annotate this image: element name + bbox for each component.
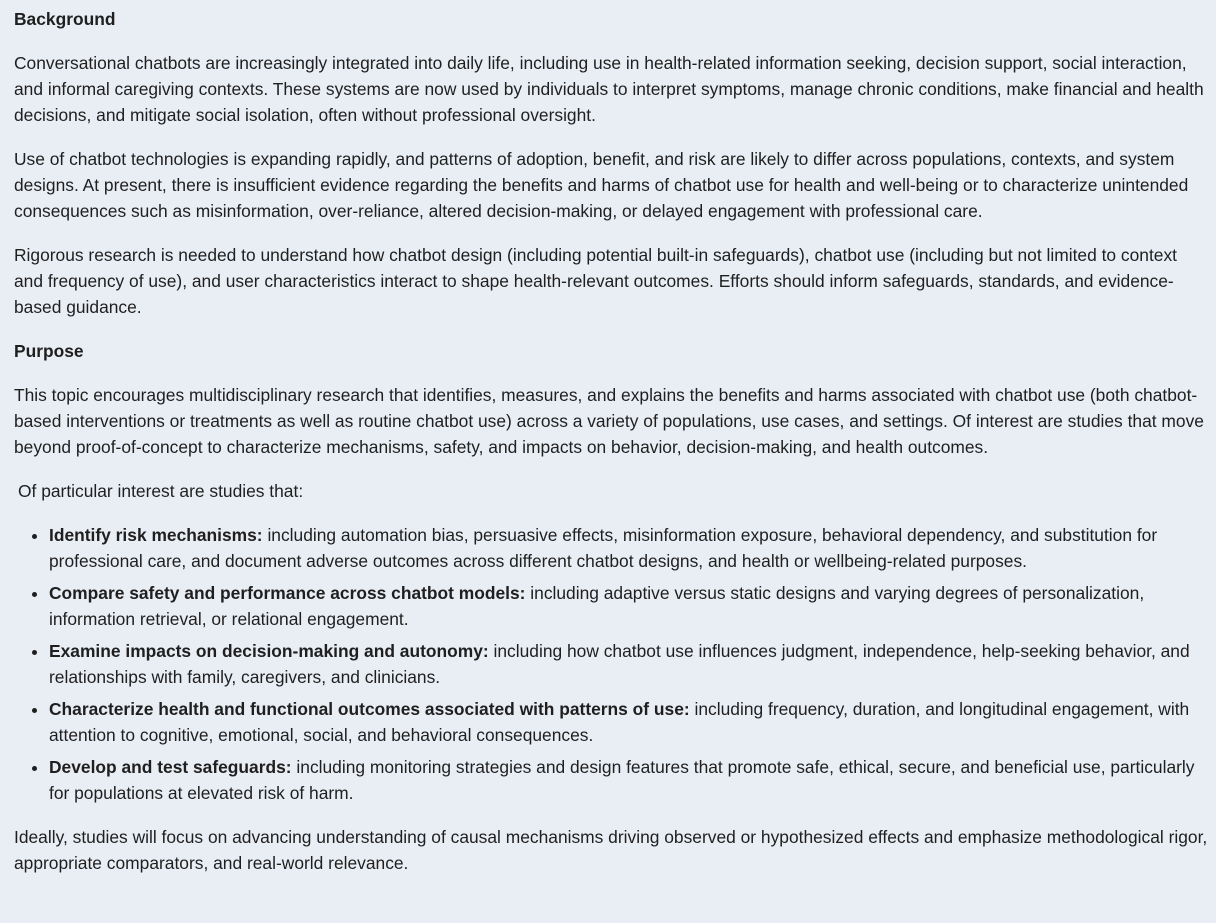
list-item-label: Examine impacts on decision-making and autonomy: bbox=[49, 641, 489, 661]
background-paragraph-2: Use of chatbot technologies is expanding rapidly, and patterns of adoption, benefit, and risk are likely to differ across populations, contexts, and system designs. At present, there is insufficient evidence regarding the benefits and harms of chatbot use for health and well-being or to characterize unintended consequences such as misinformation, over-reliance, altered decision-making, or delayed engagement with professional care. bbox=[14, 149, 1189, 221]
interest-intro: Of particular interest are studies that: bbox=[18, 481, 304, 501]
purpose-heading: Purpose bbox=[14, 341, 84, 361]
list-item-text: including automation bias, persuasive effects, misinformation exposure, behavioral dependency, and substitution for professional care, and document adverse outcomes across different chatbot designs, and health or wellbeing-related purposes. bbox=[49, 525, 1158, 571]
list-item-text: including frequency, duration, and longitudinal engagement, with attention to cognitive, emotional, social, and behavioral consequences. bbox=[49, 699, 1190, 745]
list-item-text: including monitoring strategies and design features that promote safe, ethical, secure, and beneficial use, particularly for populations at elevated risk of harm. bbox=[49, 757, 1195, 803]
list-item-label: Characterize health and functional outcomes associated with patterns of use: bbox=[49, 699, 690, 719]
list-item-label: Identify risk mechanisms: bbox=[49, 525, 263, 545]
background-paragraph-3: Rigorous research is needed to understand how chatbot design (including potential built-in safeguards), chatbot use (including but not limited to context and frequency of use), and user characteristics interact to shape health-relevant outcomes. Efforts should inform safeguards, standards, and evidence-based guidance. bbox=[14, 245, 1177, 317]
list-item-text: including adaptive versus static designs and varying degrees of personalization, information retrieval, or relational engagement. bbox=[49, 583, 1145, 629]
closing-paragraph: Ideally, studies will focus on advancing understanding of causal mechanisms driving observed or hypothesized effects and emphasize methodological rigor, appropriate comparators, and real-world relevance. bbox=[14, 827, 1208, 873]
list-item-label: Compare safety and performance across chatbot models: bbox=[49, 583, 526, 603]
list-item bbox=[49, 522, 1208, 574]
list-item-label: Develop and test safeguards: bbox=[49, 757, 292, 777]
background-paragraph-1: Conversational chatbots are increasingly integrated into daily life, including use in health-related information seeking, decision support, social interaction, and informal caregiving contexts. These systems are now used by individuals to interpret symptoms, manage chronic conditions, make financial and health decisions, and mitigate social isolation, often without professional oversight. bbox=[14, 53, 1204, 125]
purpose-paragraph: This topic encourages multidisciplinary research that identifies, measures, and explains the benefits and harms associated with chatbot use (both chatbot-based interventions or treatments as well as routine chatbot use) across a variety of populations, use cases, and settings. Of interest are studies that move beyond proof-of-concept to characterize mechanisms, safety, and impacts on behavior, decision-making, and health outcomes. bbox=[14, 385, 1204, 457]
list-item bbox=[49, 580, 1208, 632]
list-item bbox=[49, 754, 1208, 806]
interest-list bbox=[14, 522, 1208, 806]
list-item bbox=[49, 696, 1208, 748]
list-item-text: including how chatbot use influences judgment, independence, help-seeking behavior, and relationships with family, caregivers, and clinicians. bbox=[49, 641, 1190, 687]
list-item bbox=[49, 638, 1208, 690]
background-heading: Background bbox=[14, 9, 116, 29]
